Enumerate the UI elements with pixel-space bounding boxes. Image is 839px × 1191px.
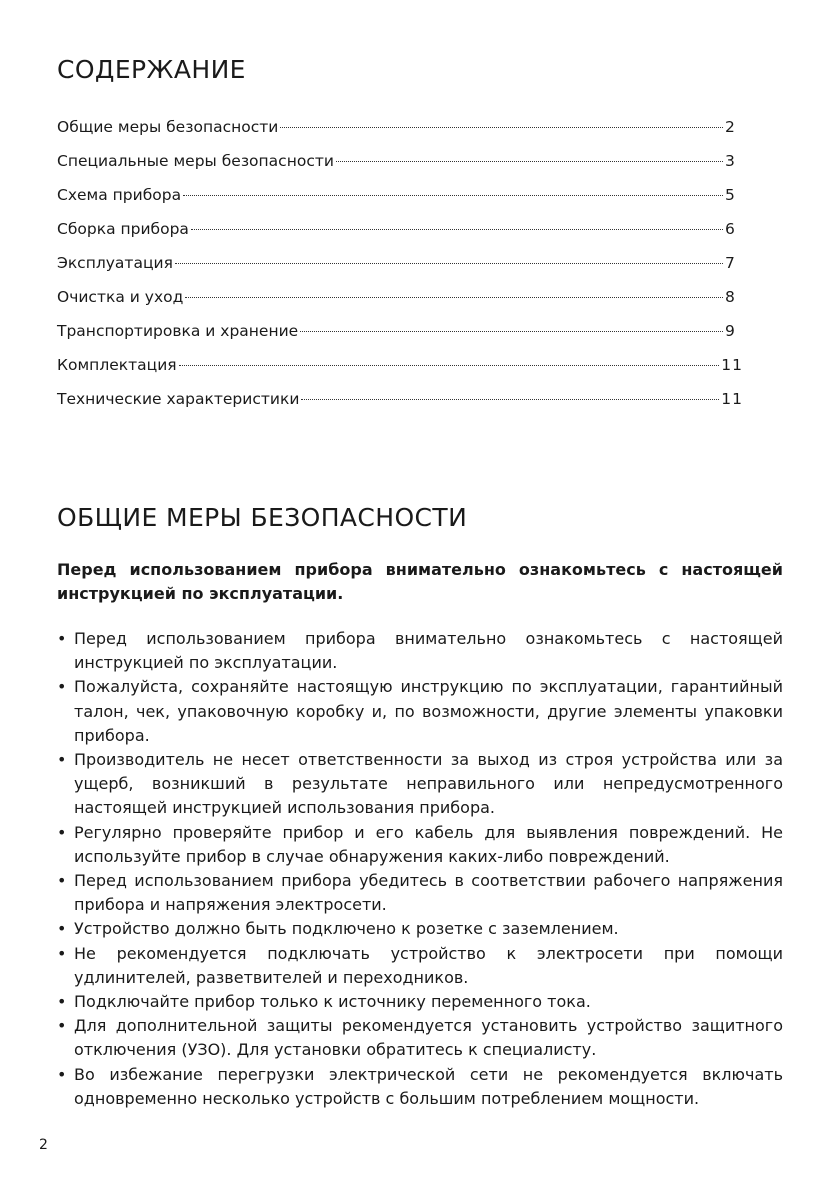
list-item: [57, 627, 783, 675]
toc-item-page: 3: [725, 152, 736, 170]
list-item-text: Производитель не несет ответственности за выход из строя устройства или за ущерб, возникший в результате неправильного или непредусмотренного настоящей инструкцией использования прибора.: [74, 750, 783, 818]
list-item: [57, 821, 783, 869]
toc-item[interactable]: [57, 152, 743, 186]
toc-leader-dots: [175, 263, 723, 264]
toc-item[interactable]: [57, 118, 743, 152]
bullet-icon: •: [57, 871, 67, 891]
toc-item-label: Специальные меры безопасности: [57, 152, 334, 170]
toc-item-page: 5: [725, 186, 736, 204]
toc-item-label: Общие меры безопасности: [57, 118, 279, 136]
list-item-text: Пожалуйста, сохраняйте настоящую инструкцию по эксплуатации, гарантийный талон, чек, упаковочную коробку и, по возможности, другие элементы упаковки прибора.: [74, 677, 783, 745]
toc-item-page: 6: [725, 220, 736, 238]
bullet-icon: •: [57, 822, 67, 842]
toc-leader-dots: [183, 195, 723, 196]
toc-leader-dots: [179, 365, 720, 366]
list-item: [57, 869, 783, 917]
bullet-icon: •: [57, 677, 67, 697]
table-of-contents: [57, 118, 743, 424]
list-item-text: Не рекомендуется подключать устройство к электросети при помощи удлинителей, разветвителей и переходников.: [74, 943, 783, 987]
toc-item[interactable]: [57, 254, 743, 288]
list-item-text: Во избежание перегрузки электрической сети не рекомендуется включать одновременно несколько устройств с большим потреблением мощности.: [74, 1064, 783, 1108]
toc-title: СОДЕРЖАНИЕ: [57, 55, 246, 84]
toc-item-page: 11: [721, 356, 743, 374]
list-item-text: Перед использованием прибора убедитесь в соответствии рабочего напряжения прибора и напряжения электросети.: [74, 871, 783, 915]
list-item-text: Устройство должно быть подключено к розетке с заземлением.: [74, 919, 619, 939]
toc-item[interactable]: [57, 220, 743, 254]
toc-item-page: 8: [725, 288, 736, 306]
list-item: [57, 1014, 783, 1062]
list-item-text: Подключайте прибор только к источнику переменного тока.: [74, 992, 591, 1012]
toc-item[interactable]: [57, 322, 743, 356]
toc-item-page: 11: [721, 390, 743, 408]
intro-paragraph: Перед использованием прибора внимательно ознакомьтесь с настоящей инструкцией по эксплуатации.: [57, 560, 783, 603]
list-item: [57, 942, 783, 990]
bullet-icon: •: [57, 943, 67, 963]
list-item-text: Для дополнительной защиты рекомендуется установить устройство защитного отключения (УЗО). Для установки обратитесь к специалисту.: [74, 1016, 783, 1060]
bullet-icon: •: [57, 629, 67, 648]
list-item: [57, 1063, 783, 1111]
toc-item[interactable]: [57, 390, 743, 424]
toc-leader-dots: [300, 331, 723, 332]
list-item: [57, 917, 783, 941]
bullet-icon: •: [57, 750, 67, 770]
bullet-icon: •: [57, 919, 67, 939]
toc-leader-dots: [185, 297, 723, 298]
list-item: [57, 990, 783, 1014]
bullet-icon: •: [57, 1064, 67, 1084]
toc-item-label: Технические характеристики: [57, 390, 300, 408]
toc-leader-dots: [280, 127, 723, 128]
toc-leader-dots: [191, 229, 723, 230]
toc-item-label: Сборка прибора: [57, 220, 189, 238]
list-item-text: Регулярно проверяйте прибор и его кабель для выявления повреждений. Не используйте прибор в случае обнаружения каких-либо повреждений.: [74, 822, 783, 866]
list-item: [57, 675, 783, 748]
bullet-icon: •: [57, 1016, 67, 1036]
toc-item-label: Очистка и уход: [57, 288, 184, 306]
section-title: ОБЩИЕ МЕРЫ БЕЗОПАСНОСТИ: [57, 503, 468, 532]
page-number: 2: [39, 1137, 48, 1153]
toc-item-label: Эксплуатация: [57, 254, 173, 272]
toc-item-label: Комплектация: [57, 356, 177, 374]
toc-leader-dots: [336, 161, 723, 162]
safety-rules-list: [57, 627, 783, 1111]
bullet-icon: •: [57, 992, 67, 1012]
toc-item[interactable]: [57, 356, 743, 390]
toc-item-page: 7: [725, 254, 736, 272]
list-item: [57, 748, 783, 821]
toc-item-label: Схема прибора: [57, 186, 182, 204]
toc-item-page: 9: [725, 322, 736, 340]
toc-leader-dots: [301, 399, 719, 400]
toc-item-label: Транспортировка и хранение: [57, 322, 299, 340]
list-item-text: Перед использованием прибора внимательно ознакомьтесь с настоящей инструкцией по эксплуатации.: [74, 629, 783, 673]
toc-item[interactable]: [57, 186, 743, 220]
toc-item-page: 2: [725, 118, 736, 136]
toc-item[interactable]: [57, 288, 743, 322]
